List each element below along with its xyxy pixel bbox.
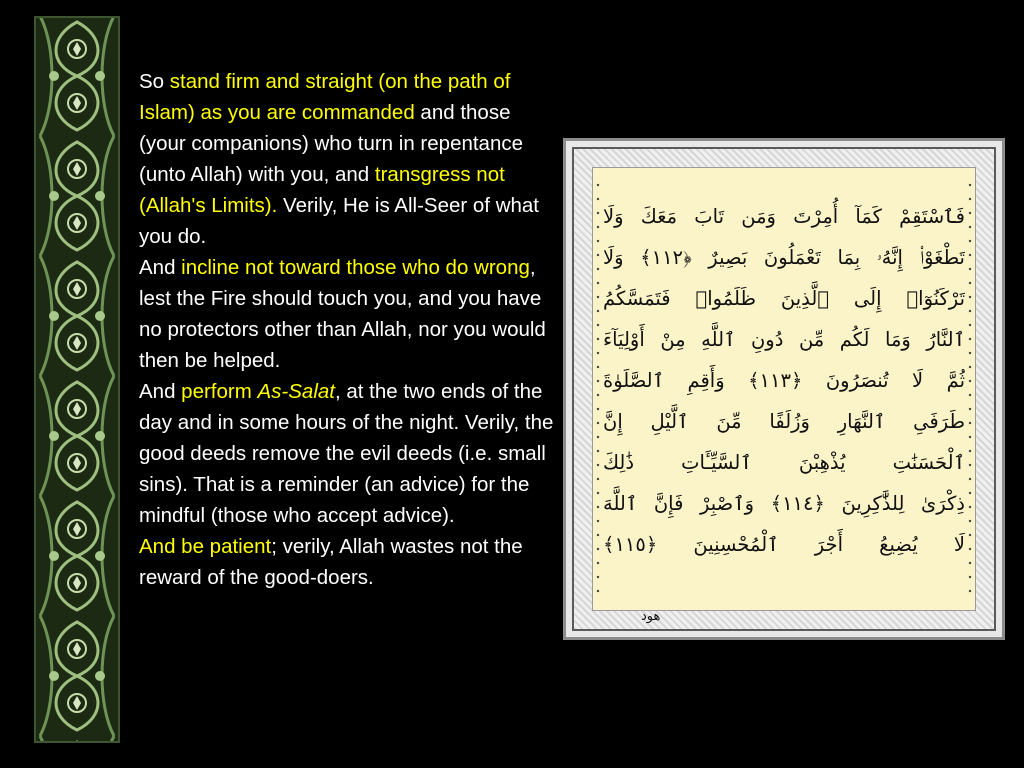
ayah-115-translation: And be patient; verily, Allah wastes not the reward of the good-doers. [139,535,523,589]
quran-line: طَرَفَىِ ٱلنَّهَارِ وَزُلَفًا مِّنَ ٱلَّيْلِ إِنَّ [603,410,965,433]
quran-line: تَطْغَوْا۟ إِنَّهُۥ بِمَا تَعْمَلُونَ بَصِيرٌ ﴿١١٢﴾ وَلَا [603,246,965,269]
ayah-112-translation: So stand firm and straight (on the path of Islam) as you are commanded and those (your companions) who turn in repentance (unto Allah) with you, and transgress not (Allah's Limits). Verily, He is All-Seer of what you do. [139,70,539,248]
quran-line: ٱلنَّارُ وَمَا لَكُم مِّن دُونِ ٱللَّهِ مِنْ أَوْلِيَآءَ [603,328,965,351]
margin-dots-left [596,178,600,600]
highlight-stand-firm: stand firm and straight (on the path of Islam) as you are commanded [139,70,511,124]
highlight-incline-not: incline not toward those who do wrong [181,256,530,279]
quran-line: فَٱسْتَقِمْ كَمَآ أُمِرْتَ وَمَن تَابَ مَعَكَ وَلَا [603,205,965,228]
quran-line: تَرْكَنُوٓا۟ إِلَى ٱلَّذِينَ ظَلَمُوا۟ فَتَمَسَّكُمُ [603,287,965,310]
ayah-113-translation: And incline not toward those who do wrong, lest the Fire should touch you, and you have no protectors other than Allah, nor you would then be helped. [139,256,546,372]
highlight-transgress-not: transgress not (Allah's Limits). [139,163,505,217]
highlight-perform: perform [181,380,258,403]
quran-line: لَا يُضِيعُ أَجْرَ ٱلْمُحْسِنِينَ ﴿١١٥﴾ [603,533,965,556]
quran-verses [603,196,965,565]
quran-line: ٱلْحَسَنَٰتِ يُذْهِبْنَ ٱلسَّيِّـَٔاتِ ذَٰلِكَ [603,451,965,474]
margin-dots-right [968,178,972,600]
translation-text [139,66,559,593]
quran-line: ثُمَّ لَا تُنصَرُونَ ﴿١١٣﴾ وَأَقِمِ ٱلصَّلَوٰةَ [603,369,965,392]
arabesque-pattern-icon [34,16,120,743]
quran-page-image [563,138,1005,640]
quran-page-frame [572,147,996,631]
highlight-as-salat: As-Salat [257,380,335,403]
surah-name-label: هود [641,609,661,624]
ayah-114-translation: And perform As-Salat, at the two ends of the day and in some hours of the night. Verily, the good deeds remove the evil deeds (i.e. small sins). That is a reminder (an advice) for the mindful (those who accept advice). [139,380,554,527]
quran-line: ذِكْرَىٰ لِلذَّٰكِرِينَ ﴿١١٤﴾ وَٱصْبِرْ فَإِنَّ ٱللَّهَ [603,492,965,515]
quran-page [592,167,976,624]
ornamental-border [34,16,120,743]
highlight-be-patient: And be patient [139,535,272,558]
